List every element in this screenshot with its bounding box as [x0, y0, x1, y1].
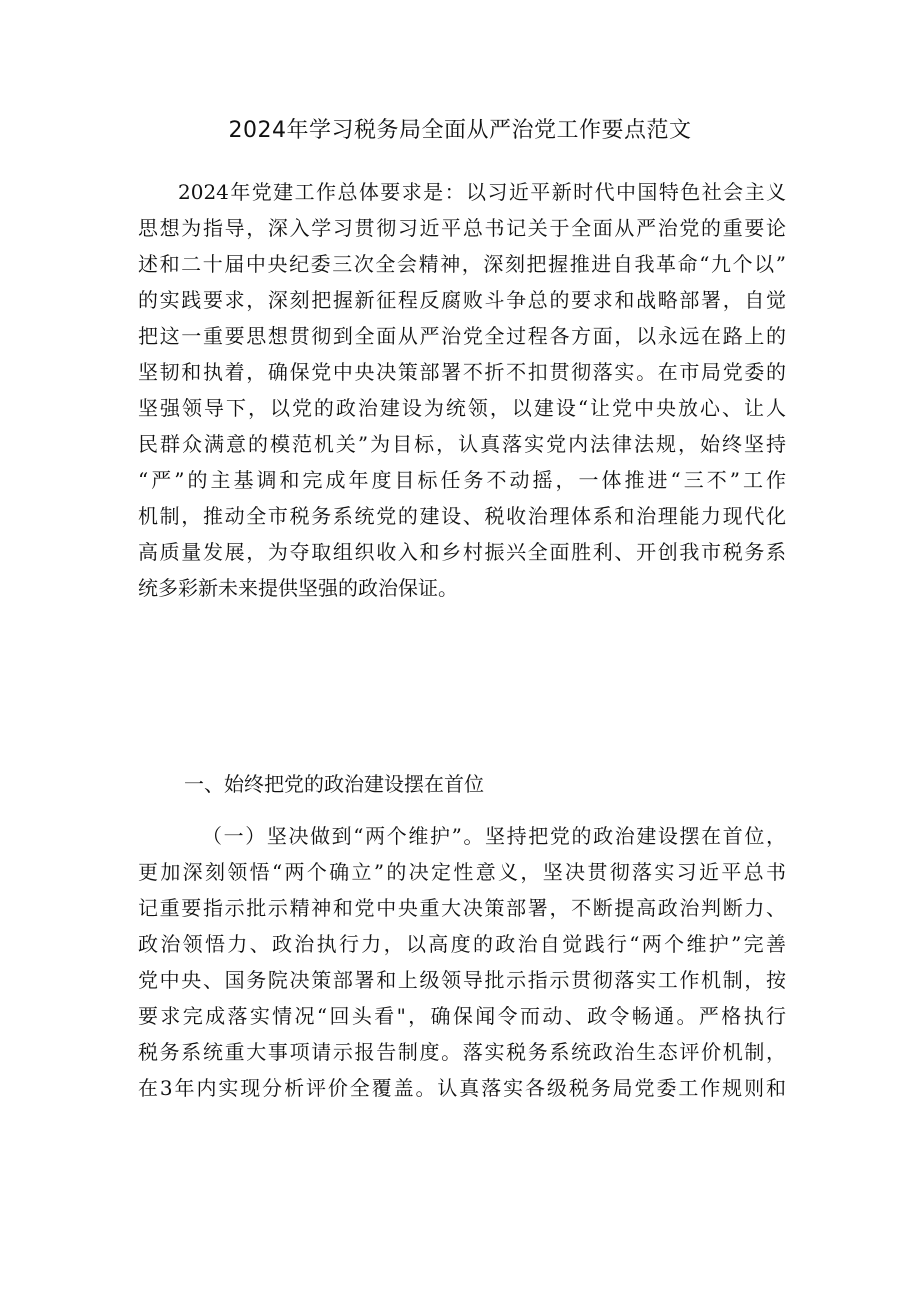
paragraph-line: 民群众满意的模范机关”为目标，认真落实党内法律法规，始终坚持	[138, 432, 786, 456]
paragraph-two-safeguards	[138, 818, 786, 1106]
paragraph-line: 在3年内实现分析评价全覆盖。认真落实各级税务局党委工作规则和	[138, 1076, 786, 1100]
heading-text: 一、始终把党的政治建设摆在首位	[184, 772, 484, 796]
paragraph-line: 党中央、国务院决策部署和上级领导批示指示贯彻落实工作机制，按	[138, 968, 786, 992]
section-heading	[138, 766, 786, 802]
paragraph-line: 坚韧和执着，确保党中央决策部署不折不扣贯彻落实。在市局党委的	[138, 360, 786, 384]
paragraph-line: 把这一重要思想贯彻到全面从严治党全过程各方面，以永远在路上的	[138, 324, 786, 348]
paragraph-line: 统多彩新未来提供坚强的政治保证。	[138, 576, 458, 600]
paragraph-line: 坚强领导下，以党的政治建设为统领，以建设“让党中央放心、让人	[138, 396, 786, 420]
paragraph-line: 2024年党建工作总体要求是：以习近平新时代中国特色社会主义	[178, 180, 786, 204]
paragraph-line: 更加深刻领悟“两个确立”的决定性意义，坚决贯彻落实习近平总书	[138, 860, 786, 884]
paragraph-line: “严”的主基调和完成年度目标任务不动摇，一体推进“三不”工作	[138, 468, 786, 492]
paragraph-line: 税务系统重大事项请示报告制度。落实税务系统政治生态评价机制，	[138, 1040, 786, 1064]
paragraph-line: 要求完成落实情况“回头看"，确保闻令而动、政令畅通。严格执行	[138, 1004, 786, 1028]
document-title: 2024年学习税务局全面从严治党工作要点范文	[228, 118, 692, 143]
paragraph-line: 的实践要求，深刻把握新征程反腐败斗争总的要求和战略部署，自觉	[138, 288, 786, 312]
paragraph-line: （一）坚决做到“两个维护”。坚持把党的政治建设摆在首位，	[202, 824, 786, 848]
paragraph-line: 高质量发展，为夺取组织收入和乡村振兴全面胜利、开创我市税务系	[138, 540, 786, 564]
paragraph-line: 记重要指示批示精神和党中央重大决策部署，不断提高政治判断力、	[138, 896, 786, 920]
paragraph-line: 述和二十届中央纪委三次全会精神，深刻把握推进自我革命“九个以”	[138, 252, 786, 276]
paragraph-line: 机制，推动全市税务系统党的建设、税收治理体系和治理能力现代化	[138, 504, 786, 528]
paragraph-overall-requirements	[138, 174, 786, 606]
paragraph-line: 思想为指导，深入学习贯彻习近平总书记关于全面从严治党的重要论	[138, 216, 786, 240]
paragraph-line: 政治领悟力、政治执行力，以高度的政治自觉践行“两个维护”完善	[138, 932, 786, 956]
